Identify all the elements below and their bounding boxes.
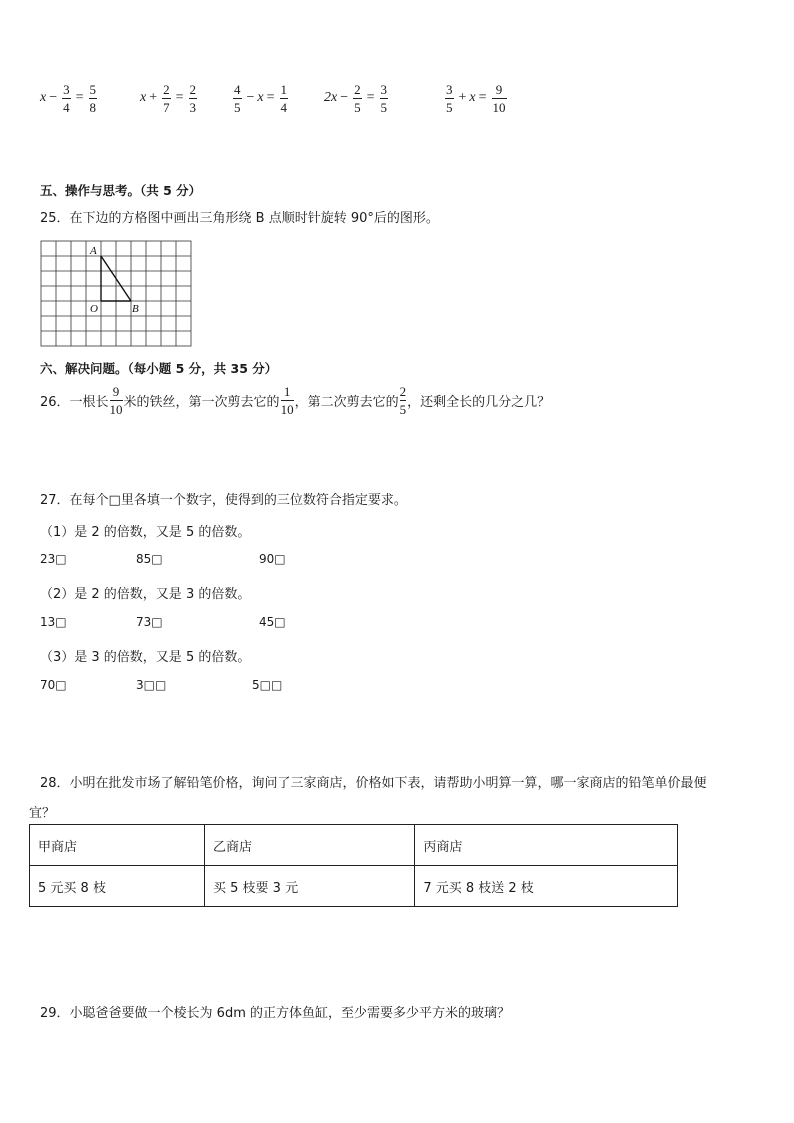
operator: −	[340, 90, 349, 105]
question-29: 29．小聪爸爸要做一个棱长为 6dm 的正方体鱼缸，至少需要多少平方米的玻璃？	[40, 1006, 510, 1021]
table-header-row	[30, 825, 678, 866]
equation-3	[231, 78, 290, 118]
equation-4	[324, 78, 390, 118]
equals-sign: =	[175, 90, 184, 105]
fraction: $\frac{2}{5}$	[354, 81, 361, 115]
equals-sign: =	[366, 90, 375, 105]
variable: 2x	[324, 90, 338, 105]
fraction: $\frac{3}{5}$	[380, 81, 388, 115]
blank-number: 85□	[136, 552, 163, 566]
fraction: $\frac{9}{10}$	[492, 81, 506, 115]
table-cell: 买 5 枝要 3 元	[205, 866, 415, 907]
label-a: A	[90, 245, 97, 257]
price-table	[29, 824, 678, 907]
variable: x	[140, 90, 147, 105]
equation-5	[443, 78, 509, 118]
section-title: 六、解决问题。（每小题 5 分，共 35 分）	[40, 361, 278, 376]
fraction: $\frac{3}{5}$	[446, 81, 453, 115]
equals-sign: =	[478, 90, 487, 105]
operator: −	[246, 90, 255, 105]
label-b: B	[132, 303, 139, 315]
label-o: O	[90, 303, 98, 315]
variable: x	[40, 90, 47, 105]
question-26: 26．一根长 $\frac{9}{10}$ 米的铁丝，第一次剪去它的 $\frac{1}{10}$ ，第二次剪去它的 $\frac{2}{5}$ ，还剩全长的几分之几？	[40, 383, 551, 417]
equation-2	[140, 78, 199, 118]
table-header-cell: 乙商店	[205, 825, 415, 866]
grid-lines	[41, 241, 191, 346]
blank-number: 5□□	[252, 678, 283, 692]
fraction: $\frac{5}{8}$	[89, 81, 97, 115]
equals-sign: =	[266, 90, 275, 105]
sub-question-label: （2）是 2 的倍数，又是 3 的倍数。	[40, 587, 251, 602]
blank-number: 45□	[259, 615, 286, 629]
fraction: $\frac{1}{10}$	[280, 383, 294, 417]
fraction: $\frac{2}{3}$	[189, 81, 197, 115]
variable: x	[257, 90, 264, 105]
operator: −	[49, 90, 58, 105]
operator: +	[149, 90, 158, 105]
fraction: $\frac{3}{4}$	[63, 81, 70, 115]
grid-figure	[40, 240, 194, 348]
variable: x	[469, 90, 476, 105]
blank-number: 73□	[136, 615, 163, 629]
blank-number: 23□	[40, 552, 67, 566]
fraction: $\frac{9}{10}$	[109, 383, 123, 417]
equals-sign: =	[75, 90, 84, 105]
question-28: 28．小明在批发市场了解铅笔价格，询问了三家商店，价格如下表，请帮助小明算一算，哪一家商店的铅笔单价最便	[40, 776, 707, 791]
blank-number: 70□	[40, 678, 67, 692]
table-header-cell: 丙商店	[415, 825, 678, 866]
table-cell: 5 元买 8 枝	[30, 866, 205, 907]
table-header-cell: 甲商店	[30, 825, 205, 866]
blank-number: 13□	[40, 615, 67, 629]
table-row	[30, 866, 678, 907]
section-title: 五、操作与思考。（共 5 分）	[40, 183, 202, 198]
question-25: 25．在下边的方格图中画出三角形绕 B 点顺时针旋转 90°后的图形。	[40, 211, 439, 226]
sub-question-label: （1）是 2 的倍数，又是 5 的倍数。	[40, 525, 251, 540]
question-28-cont: 宜？	[29, 806, 56, 821]
equation-1	[40, 78, 99, 118]
sub-question-label: （3）是 3 的倍数，又是 5 的倍数。	[40, 650, 251, 665]
operator: +	[458, 90, 467, 105]
question-27: 27．在每个□里各填一个数字，使得到的三位数符合指定要求。	[40, 493, 407, 508]
fraction: $\frac{2}{7}$	[163, 81, 170, 115]
fraction: $\frac{2}{5}$	[399, 383, 407, 417]
blank-number: 3□□	[136, 678, 167, 692]
blank-number: 90□	[259, 552, 286, 566]
fraction: $\frac{4}{5}$	[234, 81, 241, 115]
fraction: $\frac{1}{4}$	[280, 81, 288, 115]
table-cell: 7 元买 8 枝送 2 枝	[415, 866, 678, 907]
